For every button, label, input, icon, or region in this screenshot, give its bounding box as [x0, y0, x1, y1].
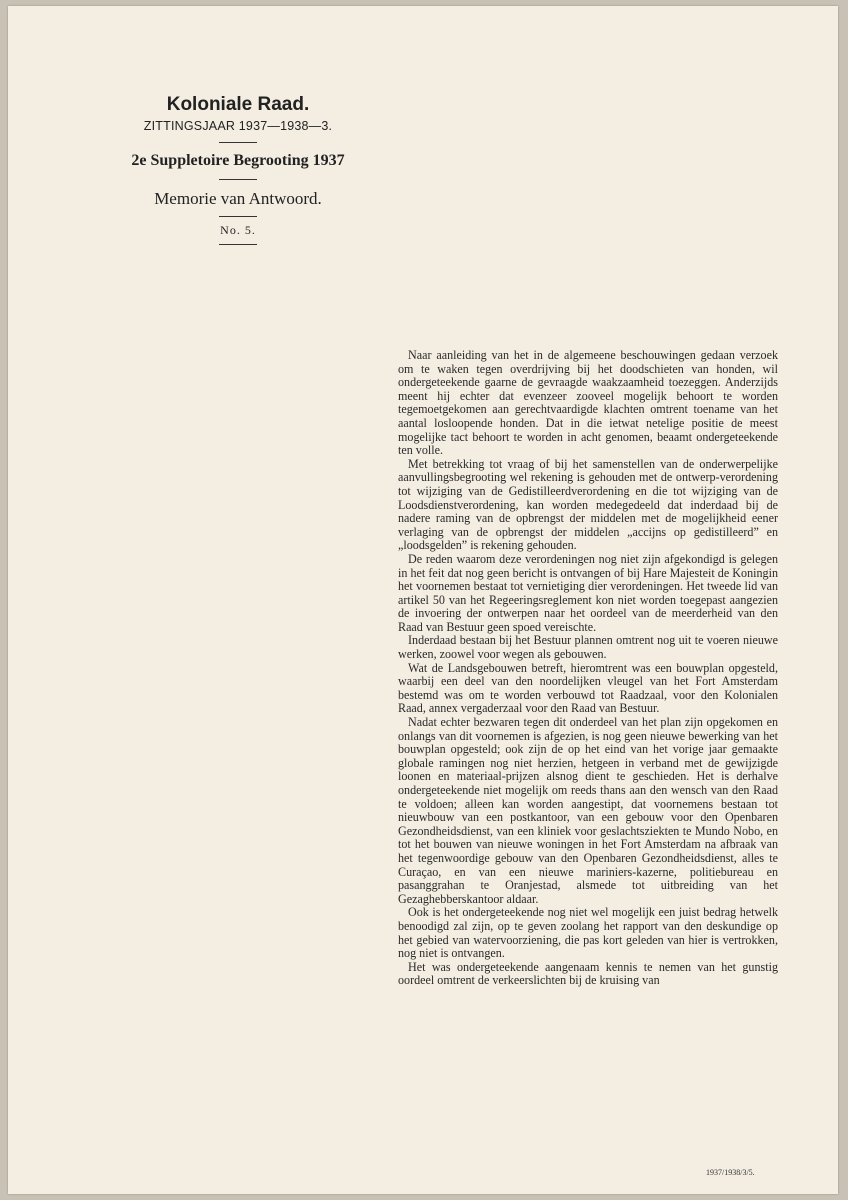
- session-year: ZITTINGSJAAR 1937—1938—3.: [143, 119, 333, 133]
- header-divider: [219, 142, 257, 143]
- header-divider: [219, 179, 257, 180]
- body-paragraph: Het was ondergeteekende aangenaam kennis te nemen van het gunstig oordeel omtrent de verkeerslichten bij de kruising van: [398, 959, 778, 988]
- document-page: [8, 6, 838, 1194]
- document-type: Memorie van Antwoord.: [154, 189, 322, 208]
- budget-title: 2e Suppletoire Begrooting 1937: [131, 152, 345, 169]
- document-number: No. 5.: [220, 223, 256, 237]
- body-paragraph: Wat de Landsgebouwen betreft, hieromtrent was een bouwplan opgesteld, waarbij een deel van den noordelijken vleugel van het Fort Amsterdam bestemd was om te worden verbouwd tot Raadzaal, voor den Kolonialen Raad, annex vergaderzaal voor den Raad van Bestuur.: [398, 660, 778, 716]
- body-paragraph: De reden waarom deze verordeningen nog niet zijn afgekondigd is gelegen in het feit dat nog geen bericht is ontvangen of bij Hare Majesteit de Koningin het voornemen bestaat tot vernietiging dier verordeningen. Het tweede lid van artikel 50 van het Regeeringsreglement kon niet worden toegepast aangezien de invoering der ontwerpen naar het oordeel van de meerderheid van den Raad van Bestuur geen spoed vereischte.: [398, 551, 778, 634]
- header-divider: [219, 244, 257, 245]
- body-paragraph: Met betrekking tot vraag of bij het samenstellen van de onderwerpelijke aanvullingsbegrooting wel rekening is gehouden met de ontwerp-verordening tot wijziging van de Gedistilleerdverordening en die tot wijziging van de Loodsdienstverordening, kan worden medegedeeld dat inderdaad bij de nadere raming van de opbrengst der middelen met de mogelijkheid eener verlaging van de opbrengst der middelen „accijns op gedistilleerd” en „loodsgelden” is rekening gehouden.: [398, 456, 778, 553]
- body-paragraph: Nadat echter bezwaren tegen dit onderdeel van het plan zijn opgekomen en onlangs van dit voornemen is afgezien, is nog geen nieuwe bewerking van het bouwplan opgesteld; ook zijn de op het eind van het vorige jaar gemaakte globale ramingen nog niet herzien, hetgeen in verband met de gewijzigde loonen en materiaal-prijzen alsnog dient te geschieden. Het is derhalve ondergeteekende niet mogelijk om reeds thans aan den wensch van den Raad te voldoen; alleen kan worden aangestipt, dat voornemens bestaan tot nieuwbouw van een postkantoor, van een gebouw voor den Openbaren Gezondheidsdienst, van een kliniek voor geslachtsziekten te Mundo Nobo, en tot het bouwen van nieuwe woningen in het Fort Amsterdam na afbraak van het tegenwoordige gebouw van den Openbaren Gezondheidsdienst, alles te Curaçao, en van een nieuwe mariniers-kazerne, politiebureau en pasanggrahan te Oranjestad, alsmede tot uitbreiding van het Gezaghebberskantoor aldaar.: [398, 715, 778, 906]
- memorandum-body: [398, 349, 778, 988]
- document-header: [78, 92, 398, 251]
- body-paragraph: Inderdaad bestaan bij het Bestuur plannen omtrent nog uit te voeren nieuwe werken, zoowel voor wegen als gebouwen.: [398, 633, 778, 662]
- body-paragraph: Naar aanleiding van het in de algemeene beschouwingen gedaan verzoek om te waken tegen overdrijving bij het doodschieten van honden, wil ondergeteekende gaarne de gevraagde waakzaamheid toezeggen. Anderzijds meent hij echter dat evenzeer zooveel mogelijk behoort te worden tegemoetgekomen aan gerechtvaardigde klachten omtrent toename van het aantal losloopende honden. Dat in die ietwat netelige positie de meest mogelijke tact behoort te worden in acht genomen, beaamt ondergeteekende ten volle.: [398, 348, 778, 458]
- body-paragraph: Ook is het ondergeteekende nog niet wel mogelijk een juist bedrag hetwelk benoodigd zal zijn, op te geven zoolang het rapport van den deskundige op het gebied van watervoorziening, die pas kort geleden van hier is vertrokken, nog niet is ontvangen.: [398, 905, 778, 961]
- header-divider: [219, 216, 257, 217]
- archive-code: 1937/1938/3/5.: [706, 1168, 755, 1177]
- council-title: Koloniale Raad.: [166, 94, 310, 115]
